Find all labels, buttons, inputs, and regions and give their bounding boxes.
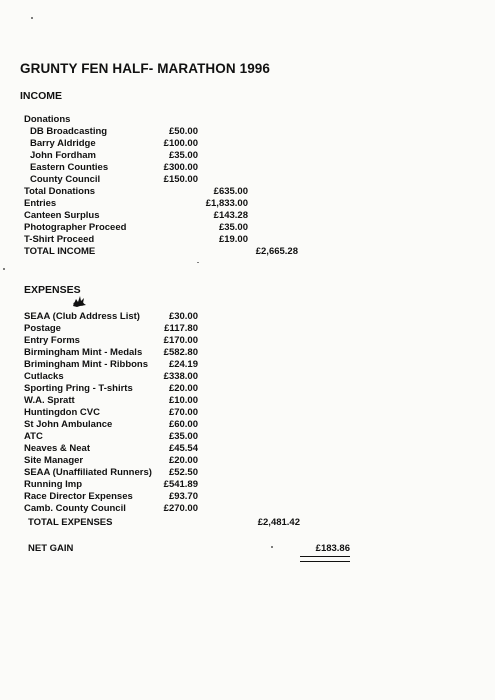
donation-row: [0, 174, 495, 186]
expense-amount: £10.00: [168, 395, 198, 406]
expense-amount: £270.00: [163, 503, 198, 514]
donation-row: [0, 138, 495, 150]
expense-label: SEAA (Club Address List): [24, 311, 140, 322]
expense-label: ATC: [24, 431, 43, 442]
donation-amount: £50.00: [168, 126, 198, 137]
document-title: GRUNTY FEN HALF- MARATHON 1996: [20, 61, 271, 76]
donation-amount: £300.00: [163, 162, 198, 173]
donation-label: DB Broadcasting: [30, 126, 108, 137]
income-row: [0, 210, 495, 222]
expense-row: [0, 371, 495, 383]
donation-row: [0, 126, 495, 138]
income-row: [0, 234, 495, 246]
double-underline: [300, 556, 350, 562]
total-expenses-row: [0, 517, 495, 529]
donations-label-row: [0, 114, 495, 126]
scan-speck: [3, 268, 5, 270]
expense-amount: £20.00: [168, 455, 198, 466]
expense-label: St John Ambulance: [24, 419, 113, 430]
expense-amount: £338.00: [163, 371, 198, 382]
expense-row: [0, 419, 495, 431]
income-label: Total Donations: [24, 186, 96, 197]
expense-row: [0, 347, 495, 359]
net-gain-label: NET GAIN: [28, 543, 74, 554]
expense-label: Running Imp: [24, 479, 83, 490]
total-expenses-label: TOTAL EXPENSES: [28, 517, 113, 528]
income-label: T-Shirt Proceed: [24, 234, 95, 245]
expense-label: Birmingham Mint - Medals: [24, 347, 143, 358]
expense-amount: £70.00: [168, 407, 198, 418]
total-income-amount: £2,665.28: [255, 246, 298, 257]
expense-amount: £20.00: [168, 383, 198, 394]
expense-amount: £60.00: [168, 419, 198, 430]
scan-speck: [197, 262, 199, 263]
income-row: [0, 186, 495, 198]
expense-row: [0, 407, 495, 419]
expense-amount: £30.00: [168, 311, 198, 322]
expense-row: [0, 479, 495, 491]
expenses-heading: EXPENSES: [24, 284, 81, 296]
total-expenses-amount: £2,481.42: [257, 517, 300, 528]
expense-row: [0, 431, 495, 443]
expense-label: Postage: [24, 323, 61, 334]
expense-label: Cutlacks: [24, 371, 64, 382]
expense-row: [0, 467, 495, 479]
expense-amount: £582.80: [163, 347, 198, 358]
income-label: Canteen Surplus: [24, 210, 100, 221]
expense-label: Huntingdon CVC: [24, 407, 100, 418]
expense-label: Entry Forms: [24, 335, 80, 346]
net-gain-amount: £183.86: [315, 543, 350, 554]
expense-label: W.A. Spratt: [24, 395, 75, 406]
expense-label: SEAA (Unaffiliated Runners): [24, 467, 152, 478]
net-gain-row: [0, 543, 495, 555]
expense-amount: £117.80: [164, 323, 198, 334]
donation-amount: £100.00: [163, 138, 198, 149]
expense-row: [0, 311, 495, 323]
total-income-label: TOTAL INCOME: [24, 246, 96, 257]
income-label: Photographer Proceed: [24, 222, 127, 233]
income-amount: £635.00: [213, 186, 248, 197]
income-amount: £35.00: [218, 222, 248, 233]
donation-amount: £35.00: [168, 150, 198, 161]
expense-row: [0, 359, 495, 371]
income-amount: £143.28: [213, 210, 248, 221]
income-row: [0, 222, 495, 234]
ink-blot-icon: [71, 294, 87, 308]
donation-label: Eastern Counties: [30, 162, 109, 173]
expense-label: Neaves & Neat: [24, 443, 91, 454]
donation-label: County Council: [30, 174, 101, 185]
donations-label: Donations: [24, 114, 71, 125]
donation-label: Barry Aldridge: [30, 138, 96, 149]
income-row: [0, 198, 495, 210]
scan-speck: [271, 546, 273, 548]
total-income-row: [0, 246, 495, 258]
expense-amount: £35.00: [168, 431, 198, 442]
expense-row: [0, 395, 495, 407]
income-amount: £19.00: [218, 234, 248, 245]
expense-amount: £541.89: [163, 479, 198, 490]
expense-amount: £24.19: [168, 359, 198, 370]
donation-row: [0, 150, 495, 162]
expense-row: [0, 503, 495, 515]
donation-row: [0, 162, 495, 174]
scan-speck: [31, 17, 33, 19]
expense-row: [0, 383, 495, 395]
expense-row: [0, 335, 495, 347]
income-heading: INCOME: [20, 90, 62, 102]
income-amount: £1,833.00: [205, 198, 248, 209]
expense-amount: £45.54: [168, 443, 198, 454]
expense-label: Sporting Pring - T-shirts: [24, 383, 133, 394]
expense-row: [0, 455, 495, 467]
expense-label: Brimingham Mint - Ribbons: [24, 359, 149, 370]
income-label: Entries: [24, 198, 57, 209]
expense-amount: £52.50: [168, 467, 198, 478]
donation-amount: £150.00: [163, 174, 198, 185]
expense-row: [0, 491, 495, 503]
expense-label: Site Manager: [24, 455, 84, 466]
expense-row: [0, 323, 495, 335]
expense-amount: £170.00: [163, 335, 198, 346]
expense-label: Camb. County Council: [24, 503, 126, 514]
expense-amount: £93.70: [168, 491, 198, 502]
expense-row: [0, 443, 495, 455]
expense-label: Race Director Expenses: [24, 491, 133, 502]
donation-label: John Fordham: [30, 150, 96, 161]
